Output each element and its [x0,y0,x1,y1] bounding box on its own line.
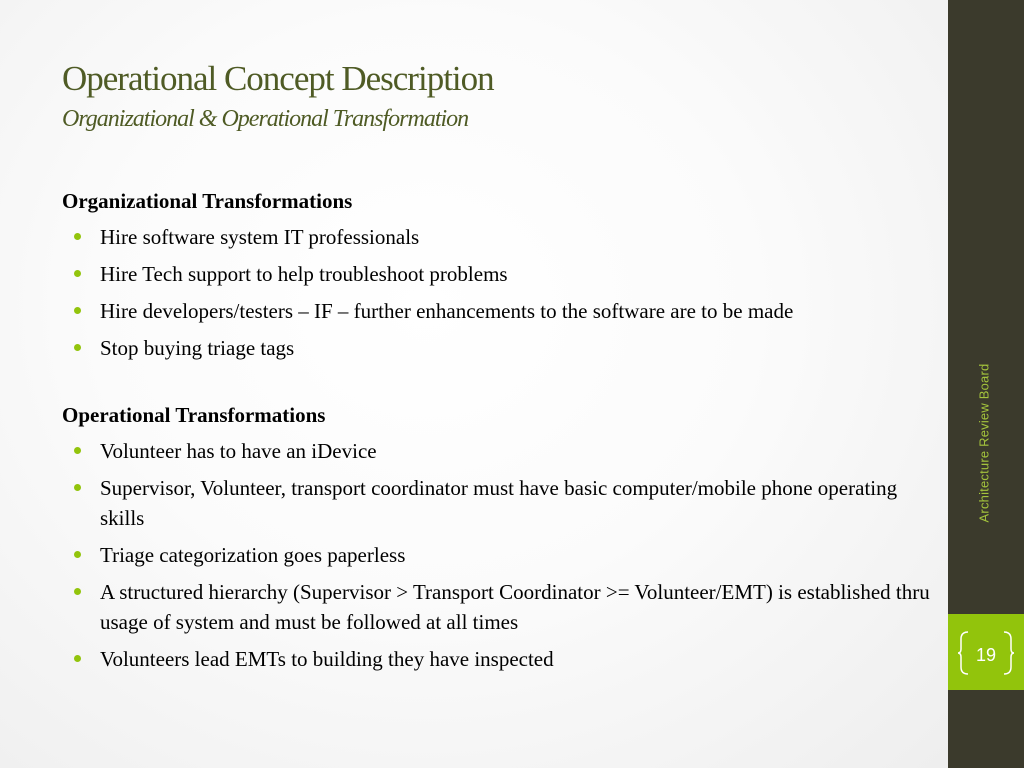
side-label: Architecture Review Board [976,363,992,523]
bullet-item [62,296,932,326]
bullet-dot-icon [74,233,81,240]
bullet-text: Volunteer has to have an iDevice [100,439,377,463]
bullet-text: A structured hierarchy (Supervisor > Transport Coordinator >= Volunteer/EMT) is established thru usage of system and must be followed at all times [100,580,930,634]
bullet-item [62,222,932,252]
operational-bullet-list [62,436,932,674]
bullet-dot-icon [74,655,81,662]
bullet-item [62,259,932,289]
bullet-item [62,333,932,363]
bullet-item [62,436,932,466]
bullet-text: Hire Tech support to help troubleshoot problems [100,262,508,286]
bullet-dot-icon [74,484,81,491]
bullet-dot-icon [74,447,81,454]
slide-subtitle: Organizational & Operational Transformation [62,106,469,132]
organizational-bullet-list [62,222,932,363]
bullet-item [62,577,932,637]
bullet-text: Triage categorization goes paperless [100,543,406,567]
bullet-dot-icon [74,344,81,351]
section-heading-organizational: Organizational Transformations [62,189,353,213]
bullet-item [62,473,932,533]
bullet-item [62,540,932,570]
bullet-dot-icon [74,270,81,277]
bullet-text: Supervisor, Volunteer, transport coordinator must have basic computer/mobile phone operating skills [100,476,898,530]
slide-content [62,186,932,681]
bullet-text: Hire developers/testers – IF – further enhancements to the software are to be made [100,299,794,323]
bullet-item [62,644,932,674]
page-number: 19 [975,645,997,665]
bullet-text: Hire software system IT professionals [100,225,420,249]
bullet-text: Volunteers lead EMTs to building they have inspected [100,647,554,671]
bullet-dot-icon [74,551,81,558]
slide-title: Operational Concept Description [62,59,494,98]
bullet-dot-icon [74,588,81,595]
section-heading-operational: Operational Transformations [62,403,326,427]
bullet-text: Stop buying triage tags [100,336,295,360]
bullet-dot-icon [74,307,81,314]
